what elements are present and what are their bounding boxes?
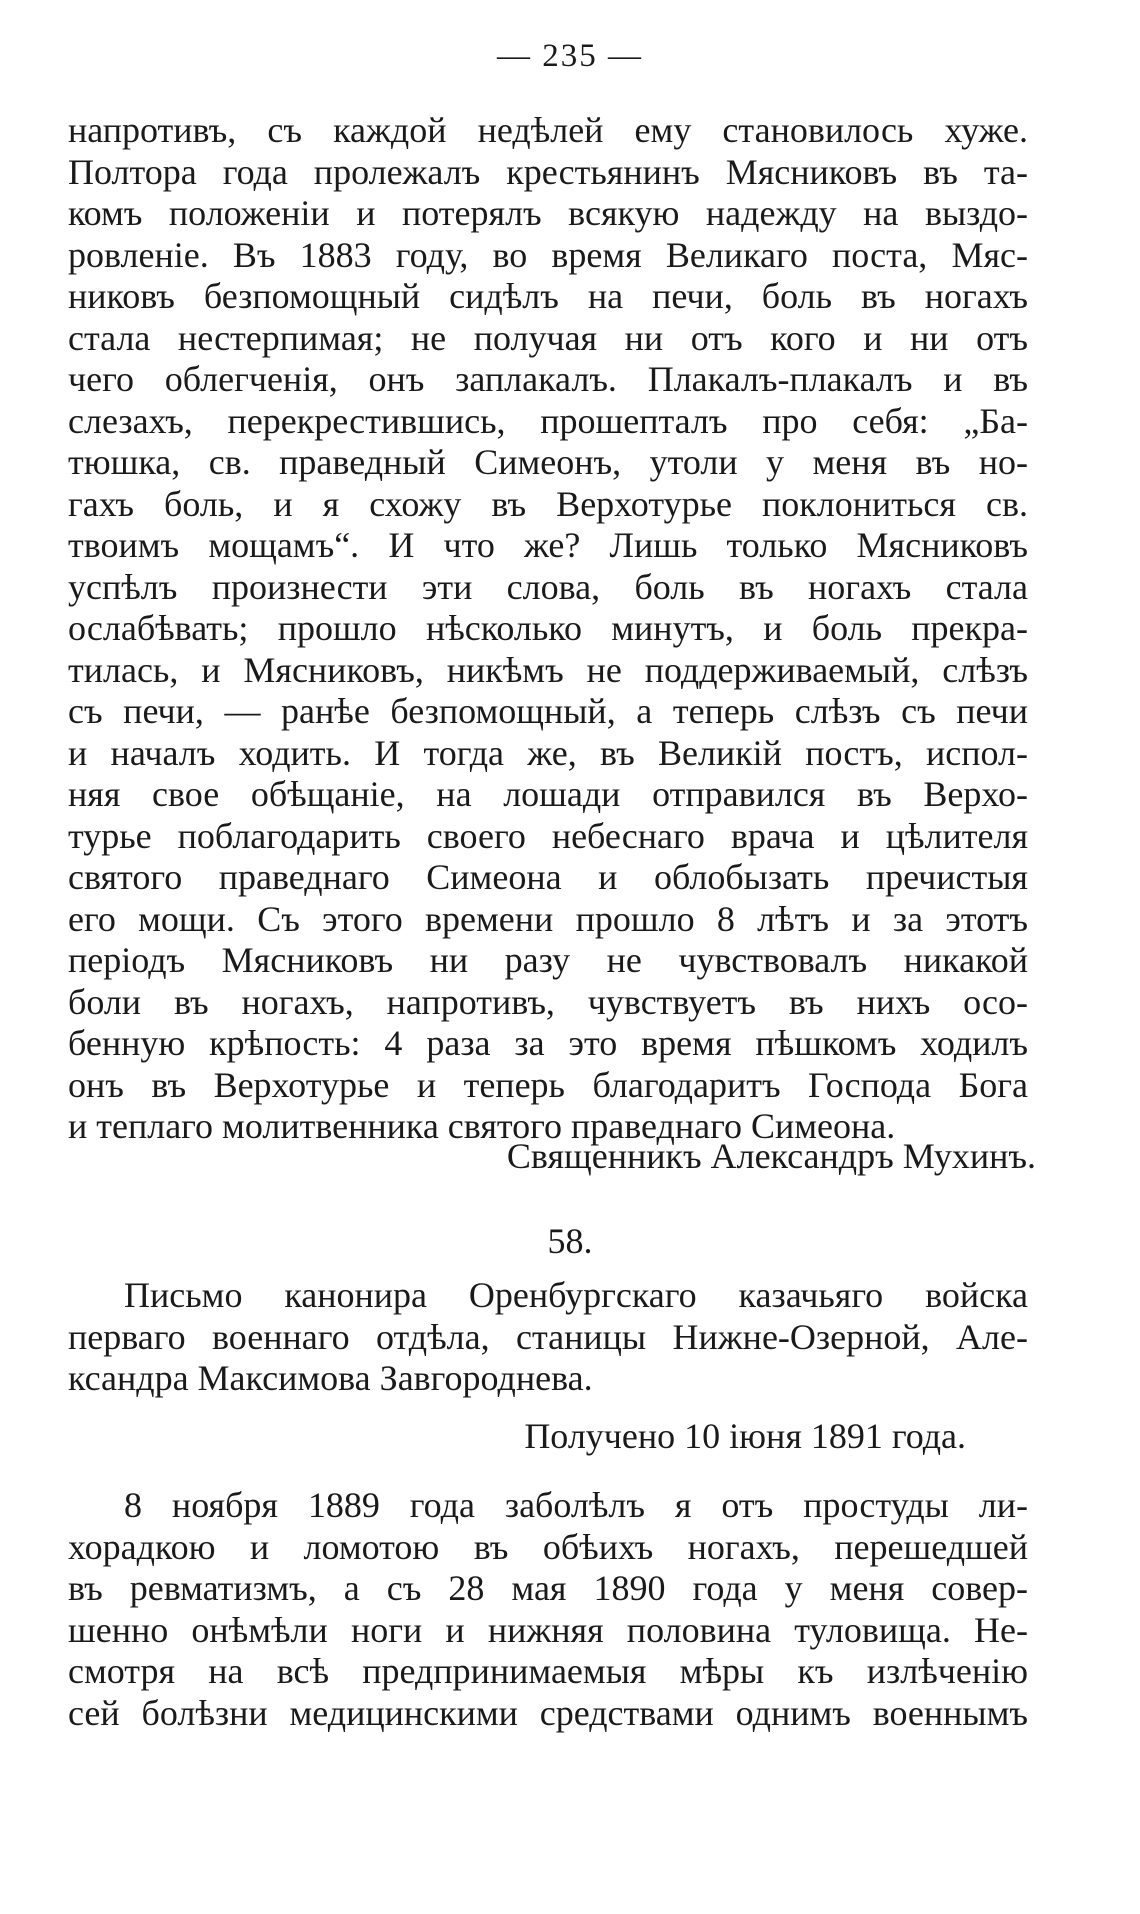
text-line: съ печи, — ранѣе безпомощный, а теперь слѣзъ съ печи — [68, 691, 1028, 731]
text-line: перваго военнаго отдѣла, станицы Нижне-Озерной, Але- — [68, 1316, 1028, 1357]
paragraph-testimony — [68, 110, 1028, 1148]
text-line: шенно онѣмѣли ноги и нижняя половина туловища. Не- — [68, 1609, 1028, 1650]
text-line: смотря на всѣ предпринимаемыя мѣры къ излѣченію — [68, 1651, 1028, 1691]
text-line: чего облегченія, онъ заплакалъ. Плакалъ-плакалъ и въ — [68, 359, 1028, 399]
text-line: ровленіе. Въ 1883 году, во время Великаго поста, Мяс- — [68, 234, 1028, 275]
text-line: хорадкою и ломотою въ обѣихъ ногахъ, перешедшей — [68, 1526, 1028, 1567]
text-line: стала нестерпимая; не получая ни отъ кого и ни отъ — [68, 317, 1028, 358]
text-line: слезахъ, перекрестившись, прошепталъ про себя: „Ба- — [68, 400, 1028, 441]
text-line: сей болѣзни медицинскими средствами однимъ военнымъ — [68, 1692, 1028, 1733]
text-line: его мощи. Съ этого времени прошло 8 лѣтъ и за этотъ — [68, 898, 1028, 939]
text-line: періодъ Мясниковъ ни разу не чувствовалъ никакой — [68, 940, 1028, 980]
paragraph-letter-body — [68, 1485, 1028, 1734]
text-line: комъ положеніи и потерялъ всякую надежду на выздо- — [68, 193, 1028, 233]
text-line: и началъ ходить. И тогда же, въ Великій постъ, испол- — [68, 732, 1028, 773]
text-line: успѣлъ произнести эти слова, боль въ ногахъ стала — [68, 566, 1028, 607]
text-line: ксандра Максимова Завгороднева. — [68, 1358, 593, 1398]
text-line: никовъ безпомощный сидѣлъ на печи, боль въ ногахъ — [68, 276, 1028, 316]
text-line: Полтора года пролежалъ крестьянинъ Мясниковъ въ та- — [68, 151, 1028, 192]
letter-heading — [68, 1275, 1028, 1400]
text-line: няя свое обѣщаніе, на лошади отправился въ Верхо- — [68, 774, 1028, 814]
text-line: боли въ ногахъ, напротивъ, чувствуетъ въ нихъ осо- — [68, 981, 1028, 1022]
text-line: святого праведнаго Симеона и облобызать пречистыя — [68, 857, 1028, 897]
text-line: 8 ноября 1889 года заболѣлъ я отъ простуды ли- — [124, 1485, 1028, 1525]
text-line: гахъ боль, и я схожу въ Верхотурье поклониться св. — [68, 483, 1028, 524]
section-number: 58. — [547, 1221, 593, 1261]
signature: Священникъ Александръ Мухинъ. — [506, 1136, 1036, 1176]
text-line: и теплаго молитвенника святого праведнаго Симеона. — [68, 1106, 896, 1146]
received-date: Получено 10 іюня 1891 года. — [524, 1416, 966, 1456]
page-number: — 235 — — [497, 38, 643, 74]
text-line: тюшка, св. праведный Симеонъ, утоли у меня въ но- — [68, 442, 1028, 482]
text-line: въ ревматизмъ, а съ 28 мая 1890 года у меня совер- — [68, 1568, 1028, 1608]
text-line: тилась, и Мясниковъ, никѣмъ не поддерживаемый, слѣзъ — [68, 649, 1028, 690]
text-line: твоимъ мощамъ“. И что же? Лишь только Мясниковъ — [68, 525, 1028, 565]
text-line: напротивъ, съ каждой недѣлей ему становилось хуже. — [68, 110, 1028, 150]
text-line: онъ въ Верхотурье и теперь благодаритъ Господа Бога — [68, 1064, 1028, 1105]
text-line: турье поблагодарить своего небеснаго врача и цѣлителя — [68, 815, 1028, 856]
text-line: бенную крѣпость: 4 раза за это время пѣшкомъ ходилъ — [68, 1023, 1028, 1063]
text-line: Письмо канонира Оренбургскаго казачьяго войска — [124, 1275, 1028, 1315]
text-line: ослабѣвать; прошло нѣсколько минутъ, и боль прекра- — [68, 608, 1028, 648]
